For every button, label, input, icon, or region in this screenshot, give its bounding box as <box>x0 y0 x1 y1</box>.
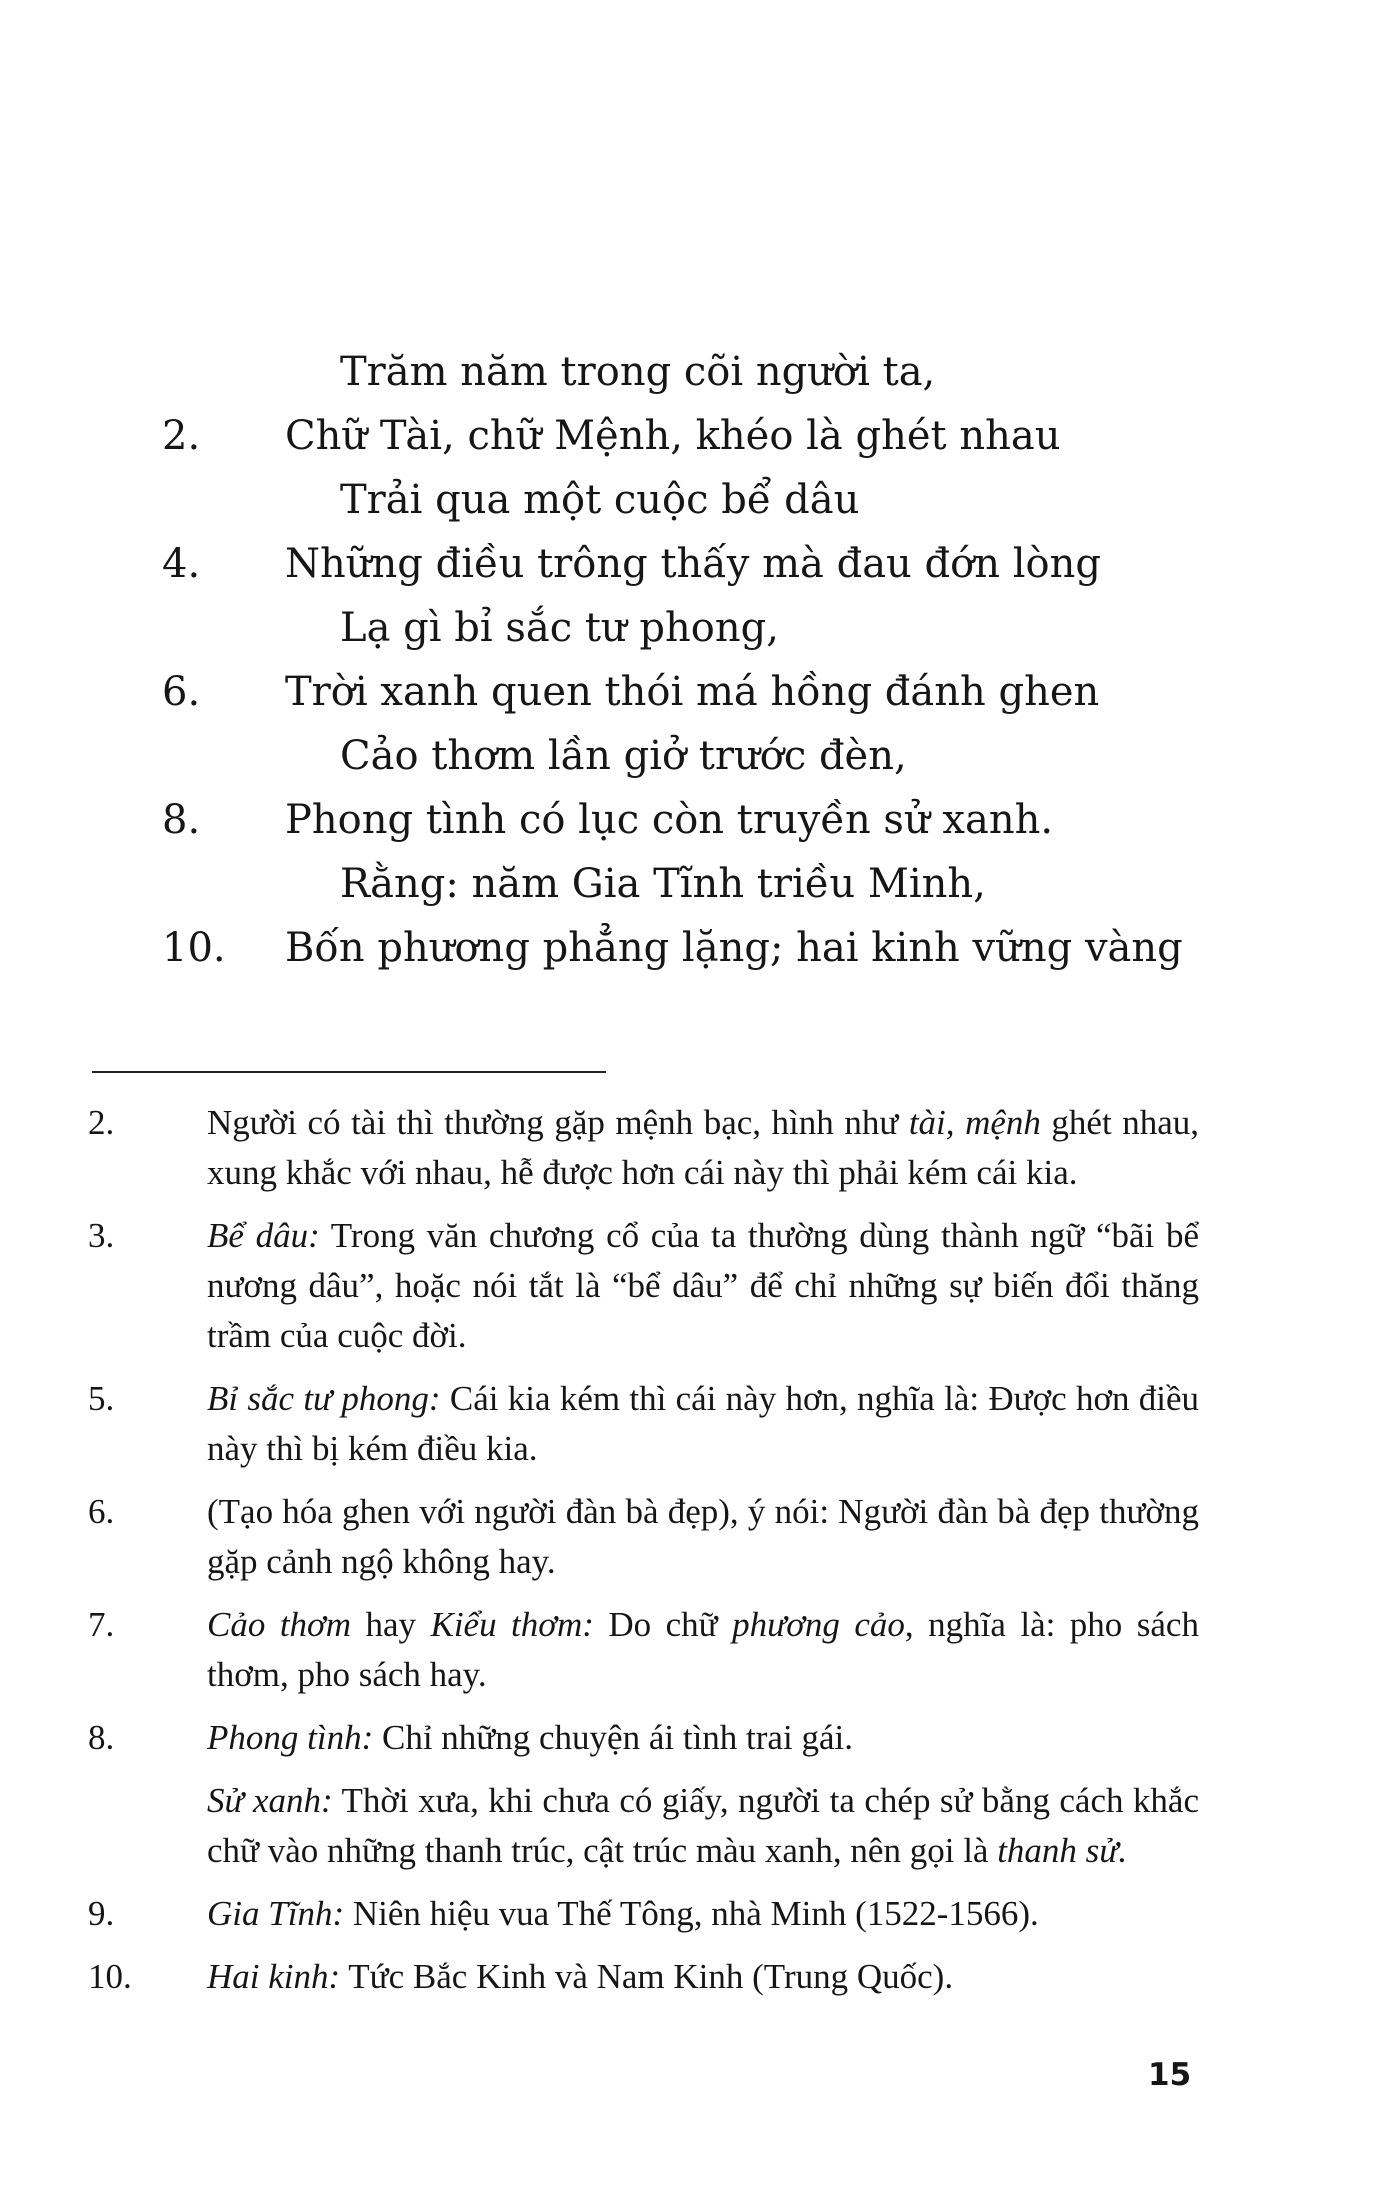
verse-text: Bốn phương phẳng lặng; hai kinh vững vàng <box>285 925 1183 971</box>
verse-number: 6. <box>162 669 201 715</box>
footnote-9 <box>0 1889 1396 1939</box>
verse-line <box>0 660 1396 724</box>
verse-number: 2. <box>162 413 201 459</box>
verse-line <box>0 852 1396 916</box>
footnote-number: 10. <box>88 1957 132 1996</box>
footnote-text: Bỉ sắc tư phong: Cái kia kém thì cái này hơn, nghĩa là: Được hơn điều này thì bị kém điều kia. <box>207 1379 1199 1468</box>
footnote-text: Sử xanh: Thời xưa, khi chưa có giấy, người ta chép sử bằng cách khắc chữ vào những thanh trúc, cật trúc màu xanh, nên gọi là thanh sử. <box>207 1781 1199 1870</box>
footnote-6 <box>0 1487 1396 1587</box>
footnote-text: Cảo thơm hay Kiểu thơm: Do chữ phương cảo, nghĩa là: pho sách thơm, pho sách hay. <box>207 1605 1199 1694</box>
verse-text: Trải qua một cuộc bể dâu <box>340 477 860 523</box>
verse-line <box>0 340 1396 404</box>
verse-text: Cảo thơm lần giở trước đèn, <box>340 733 907 779</box>
verse-line <box>0 468 1396 532</box>
verse-text: Chữ Tài, chữ Mệnh, khéo là ghét nhau <box>285 413 1061 459</box>
footnote-number: 5. <box>88 1379 115 1418</box>
footnote-8-sub <box>0 1776 1396 1876</box>
verse-text: Phong tình có lục còn truyền sử xanh. <box>285 797 1054 843</box>
footnote-text: Phong tình: Chỉ những chuyện ái tình trai gái. <box>207 1718 853 1757</box>
verse-number: 4. <box>162 541 201 587</box>
footnote-text: Người có tài thì thường gặp mệnh bạc, hình như tài, mệnh ghét nhau, xung khắc với nhau, hễ được hơn cái này thì phải kém cái kia. <box>207 1103 1199 1192</box>
verse-line <box>0 788 1396 852</box>
footnote-number: 2. <box>88 1103 115 1142</box>
footnotes <box>0 1098 1396 2015</box>
verse-text: Rằng: năm Gia Tĩnh triều Minh, <box>340 861 986 907</box>
poem-block <box>0 340 1396 980</box>
footnote-text: Hai kinh: Tức Bắc Kinh và Nam Kinh (Trung Quốc). <box>207 1957 954 1996</box>
footnote-text: Bể dâu: Trong văn chương cổ của ta thường dùng thành ngữ “bãi bể nương dâu”, hoặc nói tắt là “bể dâu” để chỉ những sự biến đổi thăng trầm của cuộc đời. <box>207 1216 1199 1355</box>
verse-text: Lạ gì bỉ sắc tư phong, <box>340 605 779 651</box>
footnote-10 <box>0 1952 1396 2002</box>
verse-number: 8. <box>162 797 201 843</box>
page-number: 15 <box>1148 2057 1192 2093</box>
footnote-number: 8. <box>88 1718 115 1757</box>
footnote-number: 6. <box>88 1492 115 1531</box>
footnote-8 <box>0 1713 1396 1763</box>
footnote-number: 3. <box>88 1216 115 1255</box>
verse-line <box>0 724 1396 788</box>
footnote-text: Gia Tĩnh: Niên hiệu vua Thế Tông, nhà Minh (1522-1566). <box>207 1894 1039 1933</box>
footnote-7 <box>0 1600 1396 1700</box>
verse-number: 10. <box>162 925 226 971</box>
verse-text: Những điều trông thấy mà đau đớn lòng <box>285 541 1101 587</box>
footnote-5 <box>0 1374 1396 1474</box>
footnote-number: 9. <box>88 1894 115 1933</box>
verse-text: Trời xanh quen thói má hồng đánh ghen <box>285 669 1100 715</box>
verse-line <box>0 916 1396 980</box>
footnote-text: (Tạo hóa ghen với người đàn bà đẹp), ý nói: Người đàn bà đẹp thường gặp cảnh ngộ không hay. <box>207 1492 1199 1581</box>
footnote-2 <box>0 1098 1396 1198</box>
verse-line <box>0 404 1396 468</box>
verse-line <box>0 596 1396 660</box>
footnote-3 <box>0 1211 1396 1361</box>
verse-line <box>0 532 1396 596</box>
verse-text: Trăm năm trong cõi người ta, <box>340 349 936 395</box>
footnote-number: 7. <box>88 1605 115 1644</box>
footnote-divider <box>92 1071 606 1073</box>
